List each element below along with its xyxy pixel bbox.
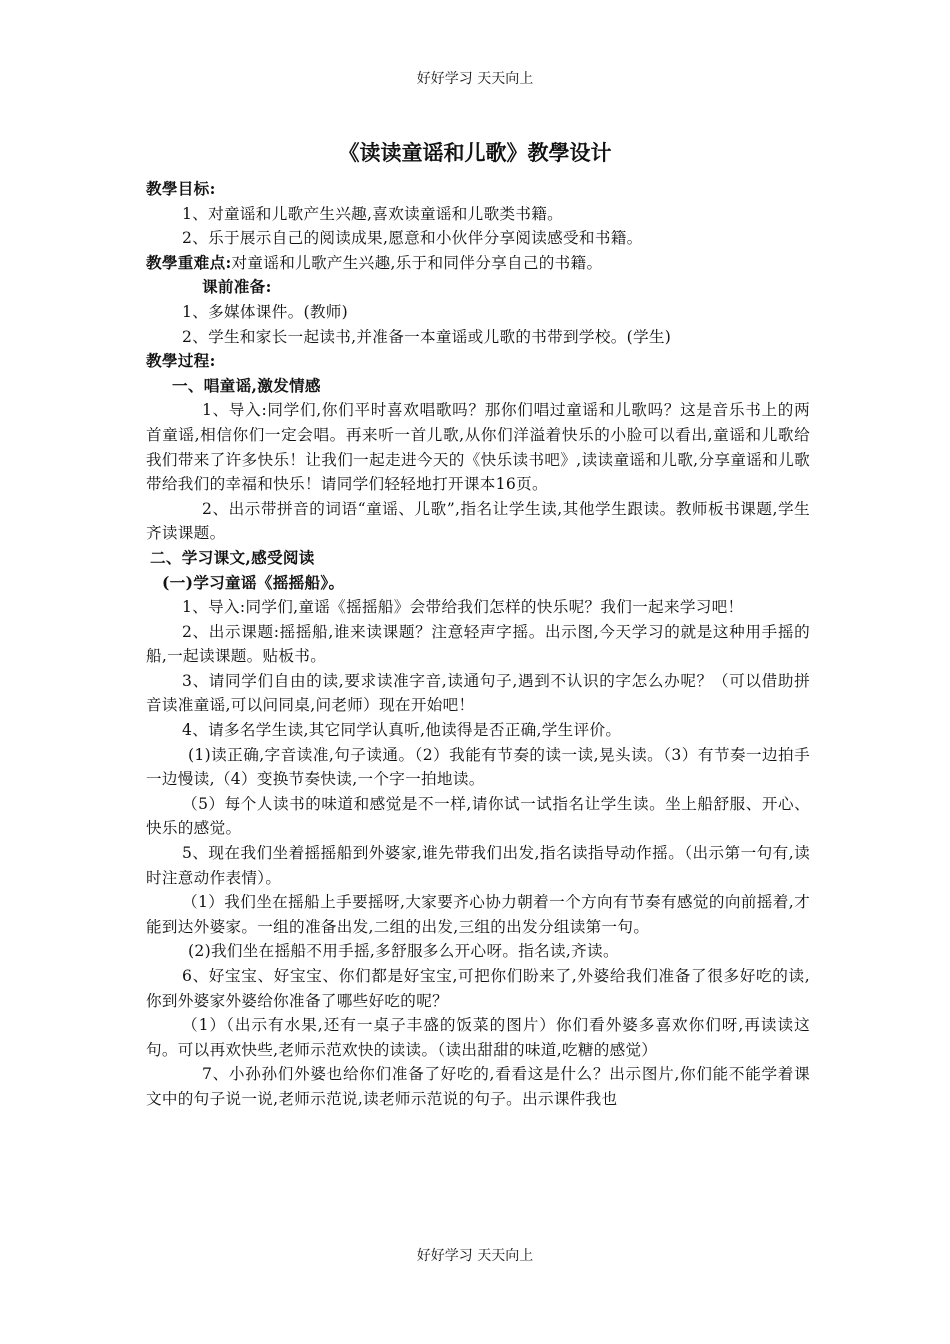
page-footer: 好好学习 天天向上 <box>416 1248 534 1264</box>
difficulty-label: 教學重难点: <box>146 252 232 272</box>
subsection-heading: (一)学习童谣《摇摇船》。 <box>162 572 345 592</box>
document-title: 《读读童谣和儿歌》教學设计 <box>338 140 612 165</box>
prep-heading: 课前准备: <box>202 277 272 297</box>
difficulty-paragraph <box>146 251 810 276</box>
body-paragraph: 7、小孙孙们外婆也给你们准备了好吃的,看看这是什么？出示图片,你们能不能学着课文中的句子说一说,老师示范说,读老师示范说的句子。出示课件我也 <box>146 1065 810 1108</box>
body-paragraph: (2)我们坐在摇船不用手摇,多舒服多么开心呀。指名读,齐读。 <box>188 942 619 961</box>
prep-item: 2、学生和家长一起读书,并准备一本童谣或儿歌的书带到学校。(学生) <box>182 327 672 346</box>
section-heading: 二、学习课文,感受阅读 <box>150 547 315 567</box>
difficulty-text: 对童谣和儿歌产生兴趣,乐于和同伴分享自己的书籍。 <box>231 253 603 272</box>
body-paragraph: (1)读正确,字音读准,句子读通。（2）我能有节奏的读一读,晃头读。（3）有节奏一边拍手一边慢读,（4）变换节奏快读,一个字一拍地读。 <box>146 745 810 789</box>
body-paragraph: 2、出示课题:摇摇船,谁来读课题？注意轻声字摇。出示图,今天学习的就是这种用手摇的船,一起读课题。贴板书。 <box>146 622 810 666</box>
section-heading: 一、唱童谣,激发情感 <box>172 375 321 395</box>
body-paragraph: 6、好宝宝、好宝宝、你们都是好宝宝,可把你们盼来了,外婆给我们准备了很多好吃的读,你到外婆家外婆给你准备了哪些好吃的呢？ <box>146 967 810 1010</box>
goal-item: 1、对童谣和儿歌产生兴趣,喜欢读童谣和儿歌类书籍。 <box>182 204 564 223</box>
body-paragraph: （5）每个人读书的味道和感觉是不一样,请你试一试指名让学生读。坐上船舒服、开心、快乐的感觉。 <box>146 794 810 838</box>
body-paragraph: （1）我们坐在摇船上手要摇呀,大家要齐心协力朝着一个方向有节奏有感觉的向前摇着,才能到达外婆家。一组的准备出发,二组的出发,三组的出发分组读第一句。 <box>146 893 810 936</box>
body-paragraph: 3、请同学们自由的读,要求读准字音,读通句子,遇到不认识的字怎么办呢？（可以借助拼音读准童谣,可以问同桌,问老师）现在开始吧！ <box>146 671 810 715</box>
body-paragraph: 4、请多名学生读,其它同学认真听,他读得是否正确,学生评价。 <box>182 721 622 740</box>
body-paragraph: 1、导入:同学们,童谣《摇摇船》会带给我们怎样的快乐呢？我们一起来学习吧！ <box>182 598 744 617</box>
body-paragraph: （1）（出示有水果,还有一桌子丰盛的饭菜的图片）你们看外婆多喜欢你们呀,再读读这句。可以再欢快些,老师示范欢快的读读。（读出甜甜的味道,吃糖的感觉） <box>146 1016 810 1059</box>
prep-item: 1、多媒体课件。(教师) <box>182 302 349 321</box>
page-header: 好好学习 天天向上 <box>416 71 534 87</box>
goals-heading: 教學目标: <box>146 179 216 198</box>
document-body <box>146 177 810 1112</box>
goal-item: 2、乐于展示自己的阅读成果,愿意和小伙伴分享阅读感受和书籍。 <box>182 229 643 248</box>
body-paragraph: 1、导入:同学们,你们平时喜欢唱歌吗？那你们唱过童谣和儿歌吗？这是音乐书上的两首童谣,相信你们一定会唱。再来听一首儿歌,从你们洋溢着快乐的小脸可以看出,童谣和儿歌给我们带来了许多快乐！让我们一起走进今天的《快乐读书吧》,读读童谣和儿歌,分享童谣和儿歌带给我们的幸福和快乐！请同学们轻轻地打开课本16页。 <box>146 401 810 494</box>
process-heading: 教學过程: <box>146 351 216 371</box>
body-paragraph: 2、出示带拼音的词语“童谣、儿歌”,指名让学生读,其他学生跟读。教师板书课题,学生齐读课题。 <box>146 499 810 543</box>
body-paragraph: 5、现在我们坐着摇摇船到外婆家,谁先带我们出发,指名读指导动作摇。（出示第一句有,读时注意动作表情）。 <box>146 844 810 887</box>
